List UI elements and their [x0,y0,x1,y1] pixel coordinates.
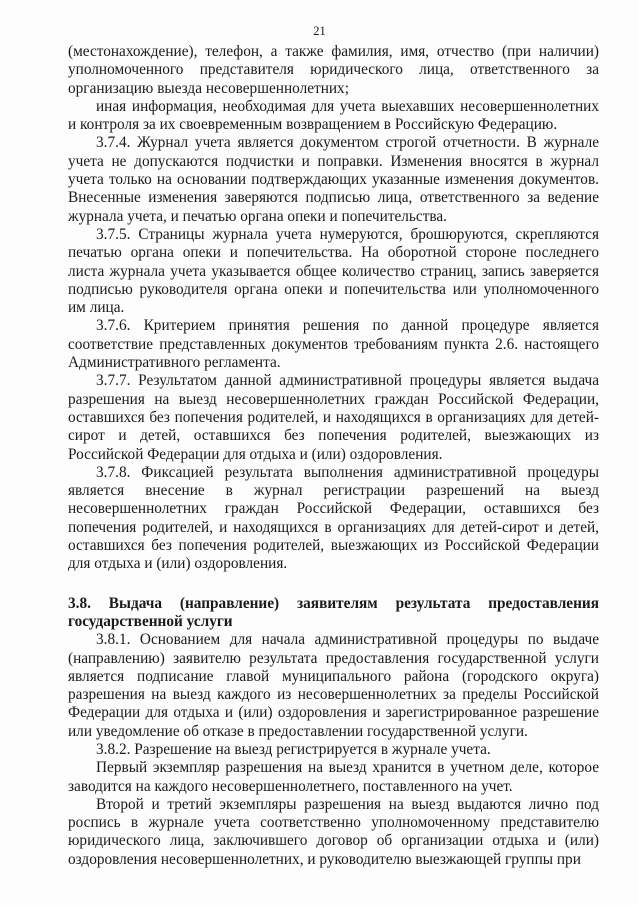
paragraph-3-7-6: 3.7.6. Критерием принятия решения по данной процедуре является соответствие представленных документов требованиям пункта 2.6. настоящего Административного регламента. [68,317,599,372]
paragraph-3-8-1: 3.8.1. Основанием для начала административной процедуры по выдаче (направлению) заявителю результата предоставления государственной услуги является подписание главой муниципального района (городского округа) разрешения на выезд каждого из несовершеннолетних за пределы Российской Федерации для отдыха и (или) оздоровления и зарегистрированное разрешение или уведомление об отказе в предоставлении государственной услуги. [68,631,599,740]
paragraph-3-7-8: 3.7.8. Фиксацией результата выполнения административной процедуры является внесение в журнал регистрации разрешений на выезд несовершеннолетних граждан Российской Федерации, оставшихся без попечения родителей, и находящихся в организациях для детей-сирот и детей, оставшихся без попечения родителей, выезжающих из Российской Федерации для отдыха и (или) оздоровления. [68,463,599,573]
paragraph-first-copy: Первый экземпляр разрешения на выезд хранится в учетном деле, которое заводится на каждого несовершеннолетнего, поставленного на учет. [68,759,599,795]
paragraph-3-7-4: 3.7.4. Журнал учета является документом строгой отчетности. В журнале учета не допускаются подчистки и поправки. Изменения вносятся в журнал учета только на основании подтверждающих указанные изменения документов. Внесенные изменения заверяются подписью лица, ответственного за ведение журнала учета, и печатью органа опеки и попечительства. [68,134,599,225]
document-body [68,43,599,869]
paragraph-3-7-7: 3.7.7. Результатом данной административной процедуры является выдача разрешения на выезд несовершеннолетних граждан Российской Федерации, оставшихся без попечения родителей, и находящихся в организациях для детей-сирот и детей, оставшихся без попечения родителей, выезжающих из Российской Федерации для отдыха и (или) оздоровления. [68,372,599,463]
paragraph-continuation: (местонахождение), телефон, а также фамилия, имя, отчество (при наличии) уполномоченного представителя юридического лица, ответственного за организацию выезда несовершеннолетних; [68,43,599,97]
paragraph-3-7-5: 3.7.5. Страницы журнала учета нумеруются, брошюруются, скрепляются печатью органа опеки и попечительства. На оборотной стороне последнего листа журнала учета указывается общее количество страниц, запись заверяется подписью руководителя органа опеки и попечительства или уполномоченного им лица. [68,225,599,317]
paragraph-3-8-2: 3.8.2. Разрешение на выезд регистрируется в журнале учета. [96,740,491,758]
page-number: 21 [313,24,326,38]
section-heading-3-8: 3.8. Выдача (направление) заявителям результата предоставления государственной услуги [68,594,599,630]
paragraph-second-third-copies: Второй и третий экземпляры разрешения на выезд выдаются лично под роспись в журнале учета соответственно уполномоченному представителю юридического лица, заключившего договор об организации отдыха и (или) оздоровления несовершеннолетних, и руководителю выезжающей группы при [68,795,599,868]
paragraph-other-info: иная информация, необходимая для учета выехавших несовершеннолетних и контроля за их своевременным возвращением в Российскую Федерацию. [68,97,599,134]
